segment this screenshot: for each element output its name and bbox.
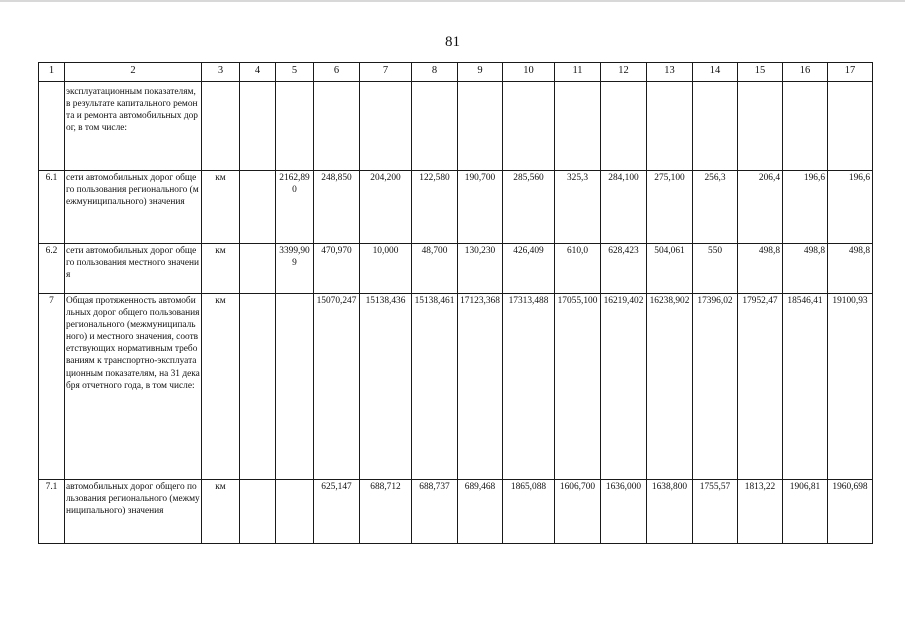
- row-value: 17123,368: [458, 294, 503, 480]
- row-number: 7.1: [39, 480, 65, 544]
- header-cell: 14: [693, 63, 738, 82]
- row-value: 2162,890: [276, 171, 314, 244]
- row-value: 18546,41: [783, 294, 828, 480]
- row-unit: км: [202, 294, 240, 480]
- row-unit: км: [202, 244, 240, 294]
- row-value: 130,230: [458, 244, 503, 294]
- table-row: [39, 171, 873, 244]
- row-number: 7: [39, 294, 65, 480]
- header-cell: 8: [412, 63, 458, 82]
- row-col4: [240, 171, 276, 244]
- table-row: [39, 294, 873, 480]
- row-value: 16238,902: [647, 294, 693, 480]
- table-row: [39, 244, 873, 294]
- row-value: 498,8: [738, 244, 783, 294]
- row-value: 17313,488: [503, 294, 555, 480]
- row-value: 256,3: [693, 171, 738, 244]
- row-value: 689,468: [458, 480, 503, 544]
- row-value: 196,6: [783, 171, 828, 244]
- row-number: 6.2: [39, 244, 65, 294]
- header-cell: 6: [314, 63, 360, 82]
- row-value: 1813,22: [738, 480, 783, 544]
- row-value: 628,423: [601, 244, 647, 294]
- row-value: [828, 82, 873, 171]
- row-number: 6.1: [39, 171, 65, 244]
- row-value: [458, 82, 503, 171]
- row-value: 1755,57: [693, 480, 738, 544]
- header-cell: 13: [647, 63, 693, 82]
- row-value: [693, 82, 738, 171]
- table-row: [39, 82, 873, 171]
- row-value: [276, 480, 314, 544]
- row-col4: [240, 294, 276, 480]
- row-value: 15070,247: [314, 294, 360, 480]
- row-col4: [240, 244, 276, 294]
- row-value: 285,560: [503, 171, 555, 244]
- row-value: 3399,909: [276, 244, 314, 294]
- row-value: 1638,800: [647, 480, 693, 544]
- row-value: 1865,088: [503, 480, 555, 544]
- row-value: [503, 82, 555, 171]
- row-value: 688,737: [412, 480, 458, 544]
- row-value: [360, 82, 412, 171]
- row-value: 10,000: [360, 244, 412, 294]
- row-indicator-name: эксплуатационным показателям, в результате капитального ремонта и ремонта автомобильных дорог, в том числе:: [65, 82, 202, 171]
- row-value: 48,700: [412, 244, 458, 294]
- row-value: 190,700: [458, 171, 503, 244]
- header-row: [39, 63, 873, 82]
- row-value: [601, 82, 647, 171]
- row-value: 17952,47: [738, 294, 783, 480]
- row-value: 426,409: [503, 244, 555, 294]
- row-value: 1960,698: [828, 480, 873, 544]
- header-cell: 2: [65, 63, 202, 82]
- row-value: [738, 82, 783, 171]
- row-indicator-name: сети автомобильных дорог общего пользования местного значения: [65, 244, 202, 294]
- header-cell: 16: [783, 63, 828, 82]
- row-value: 1606,700: [555, 480, 601, 544]
- row-value: 550: [693, 244, 738, 294]
- row-col4: [240, 82, 276, 171]
- row-value: 275,100: [647, 171, 693, 244]
- row-value: 1636,000: [601, 480, 647, 544]
- data-table: [38, 62, 873, 544]
- row-value: 498,8: [783, 244, 828, 294]
- header-cell: 11: [555, 63, 601, 82]
- row-value: 248,850: [314, 171, 360, 244]
- page-number: 81: [445, 34, 460, 50]
- row-indicator-name: автомобильных дорог общего пользования регионального (межмуниципального) значения: [65, 480, 202, 544]
- row-value: 16219,402: [601, 294, 647, 480]
- row-value: 504,061: [647, 244, 693, 294]
- row-unit: км: [202, 171, 240, 244]
- row-value: [647, 82, 693, 171]
- row-value: [783, 82, 828, 171]
- row-value: [314, 82, 360, 171]
- row-value: 122,580: [412, 171, 458, 244]
- row-col4: [240, 480, 276, 544]
- row-value: 610,0: [555, 244, 601, 294]
- row-value: 15138,436: [360, 294, 412, 480]
- row-indicator-name: Общая протяженность автомобильных дорог общего пользования регионального (межмуниципального) и местного значения, соответствующих нормативным требованиям к транспортно-эксплуатационным показателям, на 31 декабря отчетного года, в том числе:: [65, 294, 202, 480]
- header-cell: 5: [276, 63, 314, 82]
- row-value: 206,4: [738, 171, 783, 244]
- row-value: 17055,100: [555, 294, 601, 480]
- row-value: 284,100: [601, 171, 647, 244]
- header-cell: 15: [738, 63, 783, 82]
- header-cell: 17: [828, 63, 873, 82]
- header-cell: 4: [240, 63, 276, 82]
- row-value: 498,8: [828, 244, 873, 294]
- header-cell: 1: [39, 63, 65, 82]
- table-row: [39, 480, 873, 544]
- row-value: 196,6: [828, 171, 873, 244]
- header-cell: 12: [601, 63, 647, 82]
- header-cell: 7: [360, 63, 412, 82]
- row-value: 15138,461: [412, 294, 458, 480]
- row-value: 688,712: [360, 480, 412, 544]
- row-unit: км: [202, 480, 240, 544]
- header-cell: 9: [458, 63, 503, 82]
- row-value: 204,200: [360, 171, 412, 244]
- row-value: [276, 294, 314, 480]
- row-value: 17396,02: [693, 294, 738, 480]
- header-cell: 10: [503, 63, 555, 82]
- row-value: 325,3: [555, 171, 601, 244]
- row-value: 19100,93: [828, 294, 873, 480]
- row-unit: [202, 82, 240, 171]
- header-cell: 3: [202, 63, 240, 82]
- row-value: [555, 82, 601, 171]
- row-indicator-name: сети автомобильных дорог общего пользования регионального (межмуниципального) значения: [65, 171, 202, 244]
- row-value: [412, 82, 458, 171]
- row-value: 470,970: [314, 244, 360, 294]
- scan-edge: [0, 0, 905, 2]
- row-value: 625,147: [314, 480, 360, 544]
- row-value: [276, 82, 314, 171]
- row-value: 1906,81: [783, 480, 828, 544]
- row-number: [39, 82, 65, 171]
